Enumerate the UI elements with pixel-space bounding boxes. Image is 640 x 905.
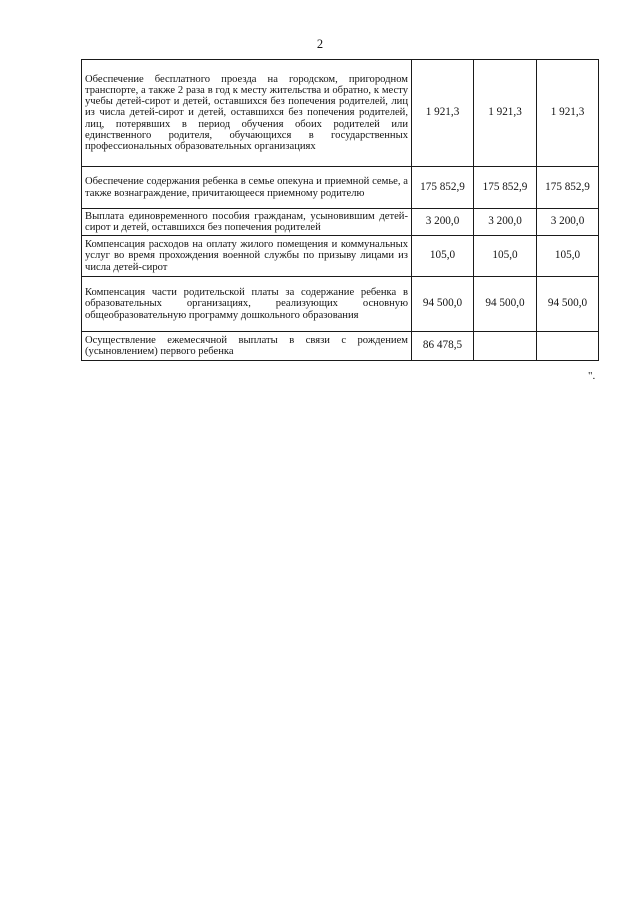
row-value: 1 921,3 bbox=[412, 60, 474, 167]
row-value: 1 921,3 bbox=[474, 60, 537, 167]
row-value: 3 200,0 bbox=[537, 209, 599, 236]
closing-quote-mark: ". bbox=[588, 370, 596, 382]
row-value: 105,0 bbox=[412, 236, 474, 277]
row-description: Обеспечение содержания ребенка в семье опекуна и приемной семье, а также вознаграждение, причитающееся приемному родителю bbox=[82, 167, 412, 209]
row-description: Осуществление ежемесячной выплаты в связи с рождением (усыновлением) первого ребенка bbox=[82, 332, 412, 361]
row-description: Компенсация части родительской платы за содержание ребенка в образовательных организациях, реализующих основную общеобразовательную программу дошкольного образования bbox=[82, 277, 412, 332]
page-number: 2 bbox=[316, 37, 324, 51]
row-value: 86 478,5 bbox=[412, 332, 474, 361]
row-value: 94 500,0 bbox=[412, 277, 474, 332]
row-description: Выплата единовременного пособия гражданам, усыновившим детей-сирот и детей, оставшихся без попечения родителей bbox=[82, 209, 412, 236]
row-value: 1 921,3 bbox=[537, 60, 599, 167]
row-value: 94 500,0 bbox=[537, 277, 599, 332]
row-value bbox=[474, 332, 537, 361]
row-value: 175 852,9 bbox=[412, 167, 474, 209]
row-value: 105,0 bbox=[537, 236, 599, 277]
table-row bbox=[82, 167, 599, 209]
row-value: 175 852,9 bbox=[474, 167, 537, 209]
row-value: 3 200,0 bbox=[412, 209, 474, 236]
table-row bbox=[82, 277, 599, 332]
row-description: Компенсация расходов на оплату жилого помещения и коммунальных услуг во время прохождения военной службы по призыву лицами из числа детей-сирот bbox=[82, 236, 412, 277]
table-row bbox=[82, 236, 599, 277]
row-value: 3 200,0 bbox=[474, 209, 537, 236]
budget-table bbox=[81, 59, 599, 361]
table-row bbox=[82, 60, 599, 167]
row-value: 94 500,0 bbox=[474, 277, 537, 332]
row-value bbox=[537, 332, 599, 361]
table-row bbox=[82, 332, 599, 361]
row-description: Обеспечение бесплатного проезда на городском, пригородном транспорте, а также 2 раза в год к месту жительства и обратно, к месту учебы детей-сирот и детей, оставшихся без попечения родителей, лиц из числа детей-сирот и детей, оставшихся без попечения родителей, лиц, потерявших в период обучения обоих родителей или единственного родителя, обучающихся в государственных профессиональных образовательных организациях bbox=[82, 60, 412, 167]
row-value: 105,0 bbox=[474, 236, 537, 277]
table-row bbox=[82, 209, 599, 236]
row-value: 175 852,9 bbox=[537, 167, 599, 209]
